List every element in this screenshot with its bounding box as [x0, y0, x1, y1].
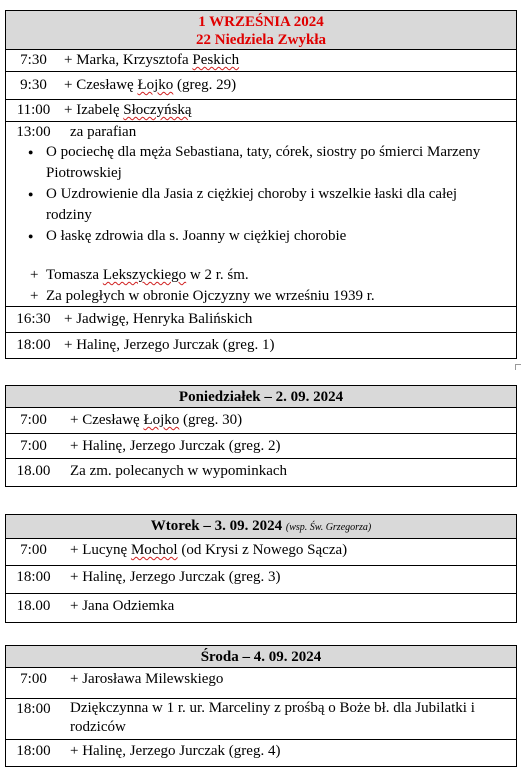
mass-time: 18:00	[16, 569, 51, 585]
wednesday-block	[5, 645, 517, 767]
mass-time: 18:00	[16, 701, 51, 717]
mass-intention-suffix: (greg. 29)	[173, 77, 237, 93]
deceased-list	[6, 265, 516, 307]
mass-time: 18:00	[16, 743, 51, 759]
mass-time: 18.00	[16, 598, 51, 614]
mass-intention-heading: za parafian	[70, 124, 137, 140]
mass-intention-name: Mochol	[130, 542, 178, 558]
mass-row	[6, 699, 516, 740]
mass-intention-name: Peskich	[192, 52, 240, 68]
monday-header: Poniedziałek – 2. 09. 2024	[6, 386, 516, 408]
mass-time: 7:30	[20, 52, 47, 68]
mass-intention: + Halinę, Jerzego Jurczak (greg. 1)	[64, 337, 275, 353]
mass-intention: + Marka, Krzysztofa	[64, 52, 193, 68]
mass-intention: + Halinę, Jerzego Jurczak (greg. 4)	[70, 743, 281, 759]
list-item-name: Lekszyckiego	[102, 267, 187, 283]
sunday-block	[5, 10, 517, 359]
mass-row	[6, 50, 516, 72]
tuesday-note: (wsp. Św. Grzegorza)	[285, 522, 372, 533]
mass-intention: + Czesławę	[64, 77, 138, 93]
intention-list	[6, 142, 516, 247]
mass-intention-name: Słoczyńską	[123, 102, 192, 118]
mass-time: 18:00	[16, 337, 51, 353]
mass-time: 9:30	[20, 77, 47, 93]
list-item: ● O łaskę zdrowia dla s. Joanny w ciężkiej chorobie	[6, 226, 516, 247]
mass-intention: + Halinę, Jerzego Jurczak (greg. 2)	[70, 438, 281, 454]
page-corner-mark	[515, 364, 521, 370]
mass-row	[6, 594, 516, 623]
sunday-title-name: 22 Niedziela Zwykła	[196, 32, 326, 48]
mass-intention: + Halinę, Jerzego Jurczak (greg. 3)	[70, 569, 281, 585]
mass-row	[6, 434, 516, 459]
mass-intention: Dziękczynna w 1 r. ur. Marceliny z prośbą o Boże bł. dla Jubilatki i rodziców	[70, 700, 475, 735]
mass-row	[6, 459, 516, 487]
mass-time: 7:00	[20, 542, 47, 558]
mass-row	[6, 408, 516, 434]
mass-intention-suffix: (od Krysi z Nowego Sącza)	[177, 542, 348, 558]
mass-time: 16:30	[16, 311, 51, 327]
tuesday-title: Wtorek – 3. 09. 2024	[150, 518, 283, 534]
mass-row	[6, 100, 516, 122]
mass-intention: + Jadwigę, Henryka Balińskich	[64, 311, 253, 327]
mass-row	[6, 333, 516, 359]
mass-row-parish	[6, 122, 516, 307]
mass-time: 18.00	[16, 463, 51, 479]
mass-intention: + Izabelę	[64, 102, 124, 118]
sunday-title-date: 1 WRZEŚNIA 2024	[198, 14, 324, 30]
wednesday-header: Środa – 4. 09. 2024	[6, 646, 516, 668]
list-item: + Za poległych w obronie Ojczyzny we wrześniu 1939 r.	[6, 286, 516, 307]
monday-block	[5, 385, 517, 487]
mass-intention: + Jana Odziemka	[70, 598, 175, 614]
tuesday-block	[5, 514, 517, 623]
mass-intention-suffix: (greg. 30)	[179, 412, 243, 428]
tuesday-header	[6, 515, 516, 539]
mass-row	[6, 307, 516, 333]
mass-time: 13:00	[16, 124, 51, 140]
list-item-text: Tomasza	[46, 267, 103, 283]
mass-intention: + Lucynę	[70, 542, 131, 558]
list-item: ● O Uzdrowienie dla Jasia z ciężkiej choroby i wszelkie łaski dla całej rodziny	[6, 184, 516, 226]
list-item	[6, 265, 516, 286]
list-item-suffix: w 2 r. śm.	[186, 267, 249, 283]
mass-row	[6, 72, 516, 100]
sunday-header	[6, 11, 516, 50]
mass-intention: + Czesławę	[70, 412, 144, 428]
mass-intention-name: Łojko	[143, 412, 180, 428]
list-item: ● O pociechę dla męża Sebastiana, taty, córek, siostry po śmierci Marzeny Piotrowskiej	[6, 142, 516, 184]
mass-time: 7:00	[20, 412, 47, 428]
mass-row	[6, 740, 516, 767]
mass-time: 7:00	[20, 438, 47, 454]
mass-intention: Za zm. polecanych w wypominkach	[70, 463, 288, 479]
mass-intention: + Jarosława Milewskiego	[70, 671, 224, 687]
mass-time: 11:00	[16, 102, 51, 118]
mass-row	[6, 566, 516, 594]
mass-time: 7:00	[20, 671, 47, 687]
mass-row	[6, 668, 516, 699]
mass-row	[6, 539, 516, 566]
mass-intention-name: Łojko	[137, 77, 174, 93]
